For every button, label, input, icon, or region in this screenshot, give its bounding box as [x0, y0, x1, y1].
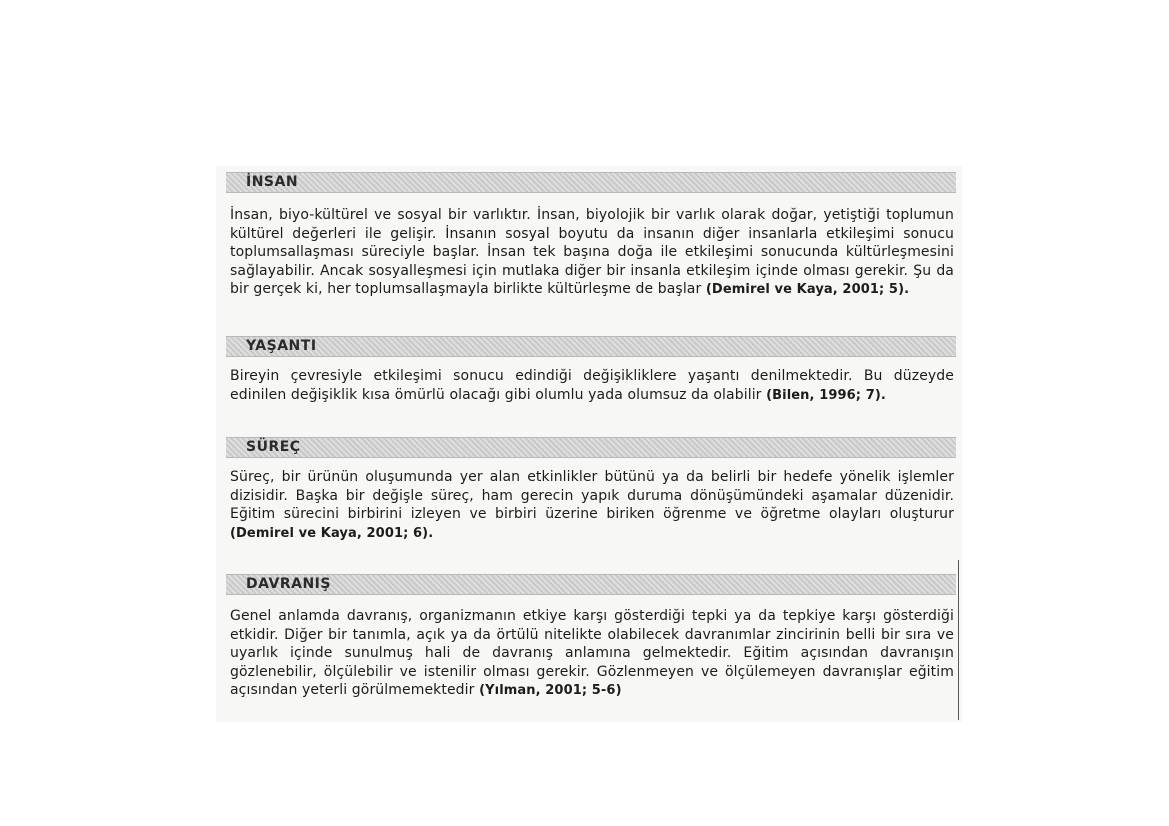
section-surec: [226, 437, 956, 543]
citation: (Yılman, 2001; 5-6): [479, 683, 622, 698]
section-heading: YAŞANTI: [246, 338, 317, 354]
scanned-page: [216, 166, 962, 722]
section-header-band: [226, 172, 956, 193]
scan-edge-line: [958, 560, 959, 720]
paragraph-text: Genel anlamda davranış, organizmanın etkiye karşı gösterdiği tepki ya da tepkiye karşı gösterdiği etkidir. Diğer bir tanımla, açık ya da örtülü nitelikte olabilecek davranımlar zincirinin belli bir sıra ve uyarlık içinde sunulmuş hali de davranış anlamına gelmektedir. Eğitim açısından davranışın gözlenebilir, ölçülebilir ve istenilir olması gerekir. Gözlenmeyen ve ölçülemeyen davranışlar eğitim açısından yeterli görülmemektedir: [230, 608, 954, 698]
section-paragraph: [226, 607, 956, 701]
section-yasanti: [226, 336, 956, 405]
citation: (Demirel ve Kaya, 2001; 6).: [230, 525, 434, 541]
section-paragraph: [226, 468, 956, 543]
section-paragraph: [226, 367, 956, 405]
section-header-band: [226, 336, 956, 357]
section-davranis: [226, 574, 956, 701]
section-heading: SÜREÇ: [246, 439, 301, 455]
section-heading: DAVRANIŞ: [246, 576, 331, 592]
section-header-band: [226, 437, 956, 458]
section-paragraph: [226, 206, 956, 300]
section-insan: [226, 172, 956, 300]
citation: (Demirel ve Kaya, 2001; 5).: [705, 282, 910, 297]
section-heading: İNSAN: [246, 174, 299, 190]
paragraph-text: Bireyin çevresiyle etkileşimi sonucu edindiği değişikliklere yaşantı denilmektedir. Bu düzeyde edinilen değişiklik kısa ömürlü olacağı gibi olumlu yada olumsuz da olabilir: [230, 368, 954, 403]
citation: (Bilen, 1996; 7).: [766, 387, 886, 403]
paragraph-text: Süreç, bir ürünün oluşumunda yer alan etkinlikler bütünü ya da belirli bir hedefe yönelik işlemler dizisidir. Başka bir değişle süreç, ham gerecin yapık duruma dönüşümündeki aşamalar düzenidir. Eğitim sürecini birbirini izleyen ve birbiri üzerine biriken öğrenme ve öğretme olayları oluşturur: [230, 469, 954, 522]
paragraph-text: İnsan, biyo-kültürel ve sosyal bir varlıktır. İnsan, biyolojik bir varlık olarak doğar, yetiştiği toplumun kültürel değerleri ile gelişir. İnsanın sosyal boyutu da insanın diğer insanlarla etkileşimi sonucu toplumsallaşması süreciyle başlar. İnsan tek başına doğa ile etkileşimi sonucunda kültürleşmesini sağlayabilir. Ancak sosyalleşmesi için mutlaka diğer bir insanla etkileşim içinde olması gerekir. Şu da bir gerçek ki, her toplumsallaşmayla birlikte kültürleşme de başlar: [230, 207, 954, 297]
section-header-band: [226, 574, 956, 595]
